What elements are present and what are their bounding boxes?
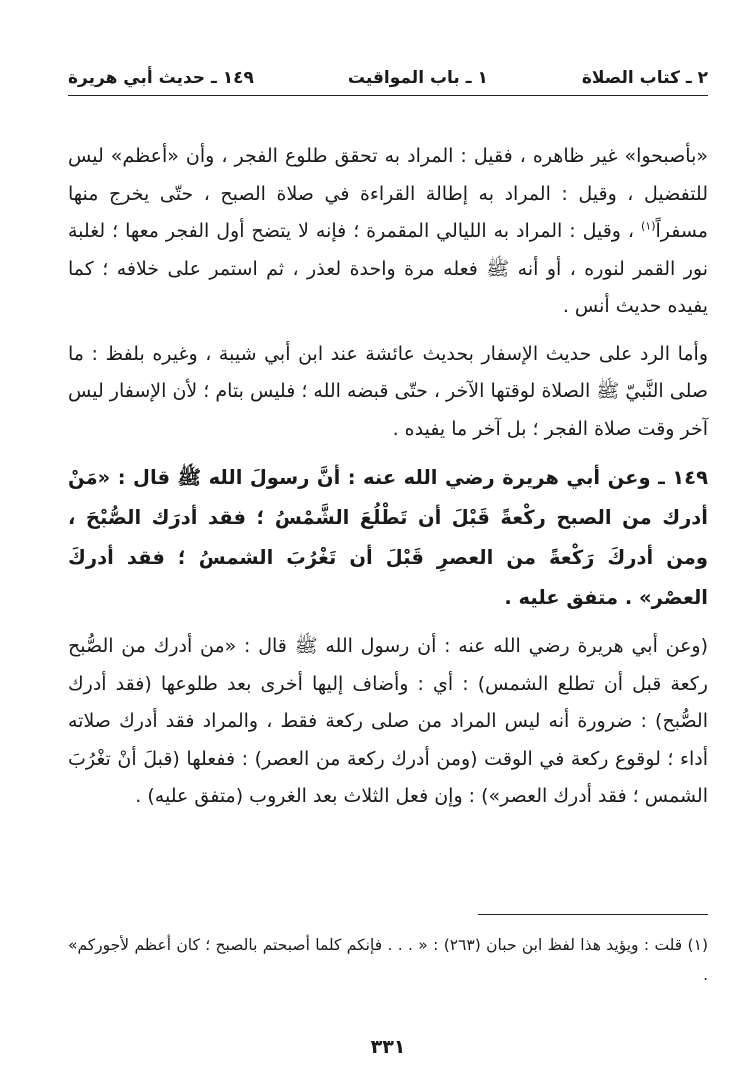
- commentary-text-1b: ، وقيل : المراد به الليالي المقمرة ؛ فإنه لا يتضح أول الفجر معها ؛ لغلبة نور القمر لنوره ، أو أنه ﷺ فعله مرة واحدة لعذر ، ثم استمر على خلافه ؛ كما يفيده حديث أنس .: [68, 220, 708, 317]
- commentary-paragraph-1: [68, 138, 708, 326]
- page-number: ٣٣١: [370, 1036, 406, 1058]
- footnote-rule: [478, 914, 708, 915]
- hadith-text: ١٤٩ ـ وعن أبي هريرة رضي الله عنه : أنَّ رسولَ الله ﷺ قال : «مَنْ أدرك من الصبح ركْعةً قَبْلَ أن تَطْلُعَ الشَّمْسُ ؛ فقد أدرَك الصُّبْحَ ، ومن أدركَ رَكْعةً من العصرِ قَبْلَ أن تَغْرُبَ الشمسُ ؛ فقد أدركَ العصْر» . متفق عليه .: [68, 466, 708, 609]
- footnote-reference: (١): [640, 219, 656, 233]
- header-chapter-title: ١ ـ باب المواقيت: [347, 68, 488, 88]
- header-book-title: ٢ ـ كتاب الصلاة: [581, 68, 708, 88]
- commentary-text-1a: «بأصبحوا» غير ظاهره ، فقيل : المراد به تحقق طلوع الفجر ، وأن «أعظم» ليس للتفضيل ، وقيل : المراد به إطالة القراءة في صلاة الصبح ، حتّى يخرج منها مسفراً: [68, 145, 708, 242]
- hadith-explanation: (وعن أبي هريرة رضي الله عنه : أن رسول الله ﷺ قال : «من أدرك من الصُّبح ركعة قبل أن تطلع الشمس) : أي : وأضاف إليها أخرى بعد طلوعها (فقد أدرك الصُّبح) : ضرورة أنه ليس المراد من صلى ركعة فقط ، والمراد فقد أدرك صلاته أداء ؛ لوقوع ركعة في الوقت (ومن أدرك ركعة من العصر) : ففعلها (قبلَ أنْ تغْرُبَ الشمس ؛ فقد أدرك العصر») : وإن فعل الثلاث بعد الغروب (متفق عليه) .: [68, 635, 708, 807]
- header-rule: [68, 95, 708, 96]
- main-text: [68, 138, 708, 826]
- header-hadith-title: ١٤٩ ـ حديث أبي هريرة: [68, 68, 254, 88]
- book-page: [68, 0, 708, 1092]
- footnote: (١) قلت : ويؤيد هذا لفظ ابن حبان (٢٦٣) : « . . . فإنكم كلما أصبحتم بالصبح ؛ كان أعظم لأجوركم» .: [68, 936, 708, 984]
- running-header: [68, 64, 708, 92]
- commentary-paragraph-2: وأما الرد على حديث الإسفار بحديث عائشة عند ابن أبي شيبة ، وغيره بلفظ : ما صلى النَّبيّ ﷺ الصلاة لوقتها الآخر ، حتّى قبضه الله ؛ فليس بتام ؛ لأن الإسفار ليس آخر وقت صلاة الفجر ؛ بل آخر ما يفيده .: [68, 342, 708, 440]
